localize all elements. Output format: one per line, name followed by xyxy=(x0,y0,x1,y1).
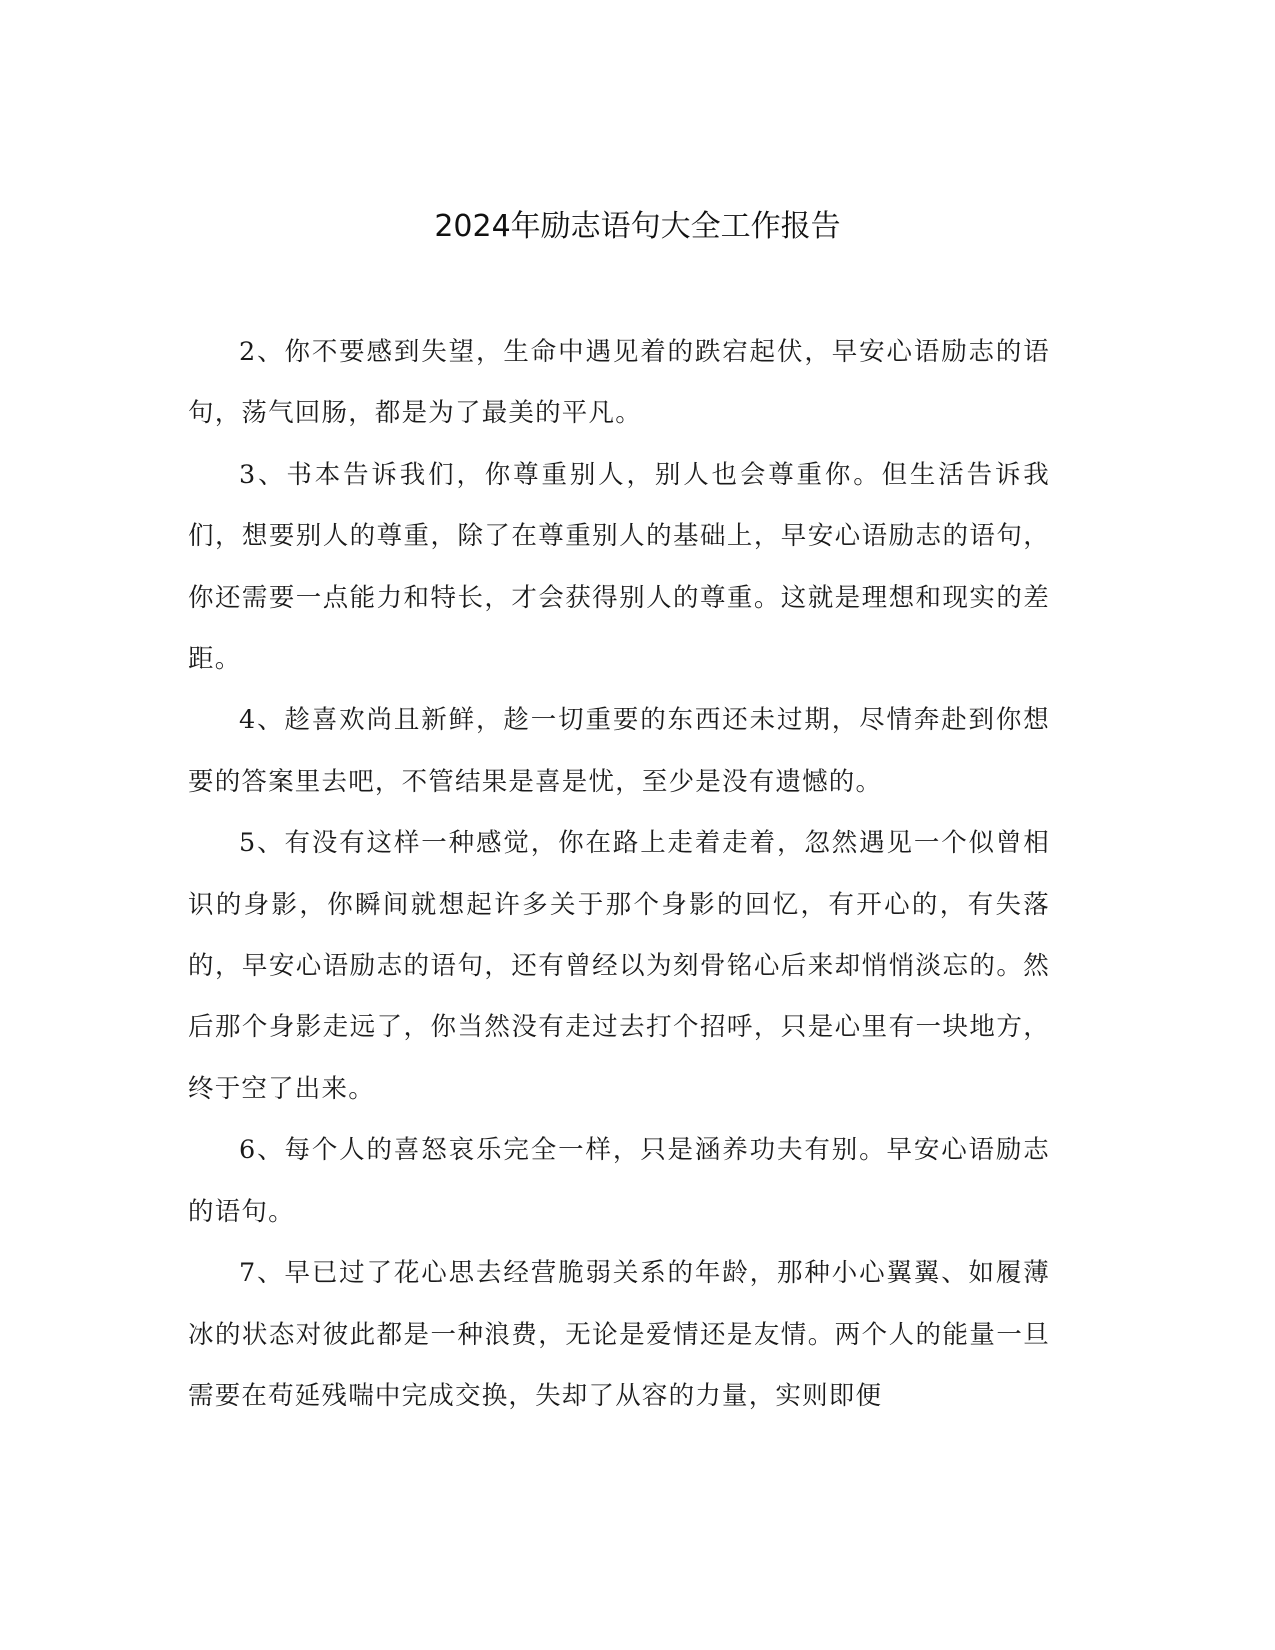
document-body xyxy=(188,322,1050,1427)
paragraph-5: 5、有没有这样一种感觉，你在路上走着走着，忽然遇见一个似曾相识的身影，你瞬间就想起许多关于那个身影的回忆，有开心的，有失落的，早安心语励志的语句，还有曾经以为刻骨铭心后来却悄悄淡忘的。然后那个身影走远了，你当然没有走过去打个招呼，只是心里有一块地方，终于空了出来。 xyxy=(188,828,1050,1104)
paragraph-3: 3、书本告诉我们，你尊重别人，别人也会尊重你。但生活告诉我们，想要别人的尊重，除了在尊重别人的基础上，早安心语励志的语句，你还需要一点能力和特长，才会获得别人的尊重。这就是理想和现实的差距。 xyxy=(188,459,1050,675)
paragraph-7: 7、早已过了花心思去经营脆弱关系的年龄，那种小心翼翼、如履薄冰的状态对彼此都是一种浪费，无论是爱情还是友情。两个人的能量一旦需要在苟延残喘中完成交换，失却了从容的力量，实则即便 xyxy=(188,1258,1050,1411)
paragraph-6: 6、每个人的喜怒哀乐完全一样，只是涵养功夫有别。早安心语励志的语句。 xyxy=(188,1135,1050,1227)
paragraph-2: 2、你不要感到失望，生命中遇见着的跌宕起伏，早安心语励志的语句，荡气回肠，都是为了最美的平凡。 xyxy=(188,337,1050,429)
paragraph-4: 4、趁喜欢尚且新鲜，趁一切重要的东西还未过期，尽情奔赴到你想要的答案里去吧，不管结果是喜是忧，至少是没有遗憾的。 xyxy=(188,705,1050,797)
document-title: 2024年励志语句大全工作报告 xyxy=(434,209,841,244)
